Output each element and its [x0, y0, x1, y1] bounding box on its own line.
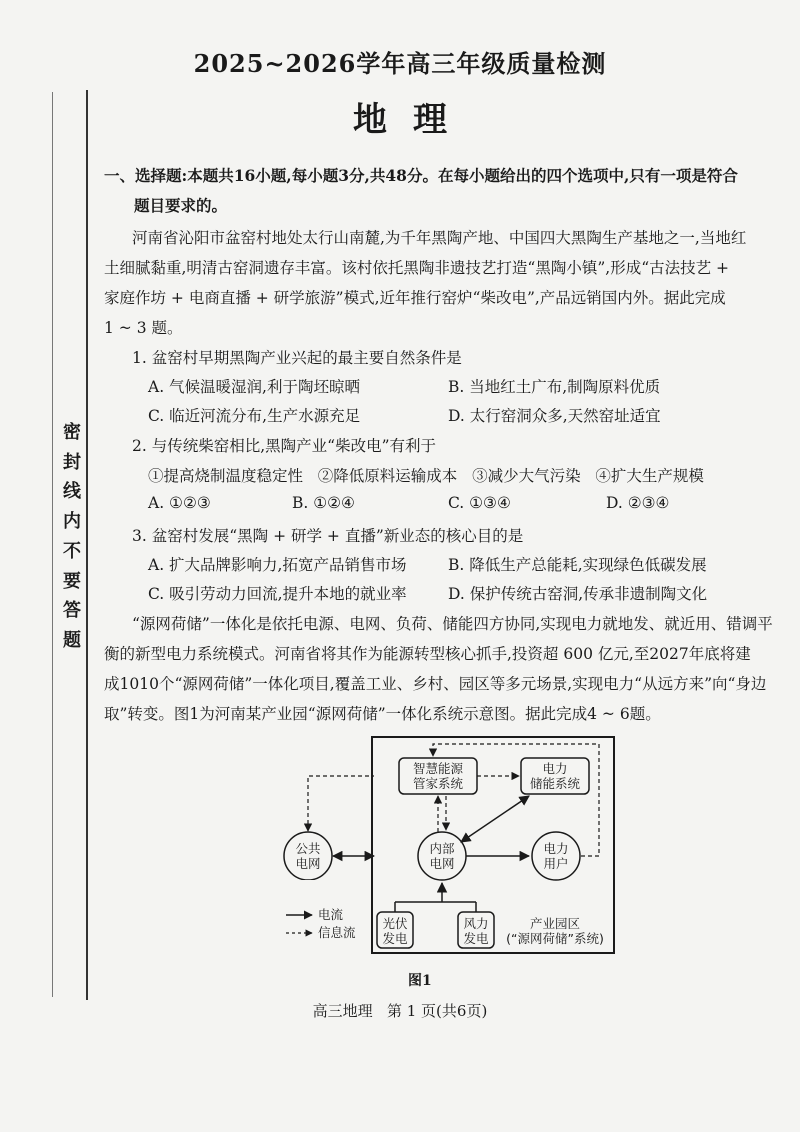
- pv-label-1: 光伏: [382, 916, 408, 931]
- binding-guide-line: [52, 92, 53, 997]
- wind-label-1: 风力: [463, 916, 489, 931]
- q2-option-c: C. ①③④: [448, 494, 511, 512]
- legend-current-label: 电流: [318, 907, 344, 922]
- passage1-line2: 土细腻黏重,明清古窑洞遗存丰富。该村依托黑陶非遗技艺打造“黑陶小镇”,形成“古法技艺 +: [104, 259, 730, 277]
- storage-label-1: 电力: [542, 761, 568, 776]
- q3-option-a: A. 扩大品牌影响力,拓宽产品销售市场: [148, 556, 407, 574]
- smart-energy-label-2: 管家系统: [412, 776, 463, 791]
- public-grid-label-1: 公共: [295, 841, 321, 856]
- park-label-2: (“源网荷储”系统): [506, 931, 604, 946]
- passage2-line3: 成1010个“源网荷储”一体化项目,覆盖工业、乡村、园区等多元场景,实现电力“从远方来”向“身边: [104, 675, 767, 693]
- wind-label-2: 发电: [463, 931, 489, 946]
- passage1-line3: 家庭作坊 + 电商直播 + 研学旅游”模式,近年推行窑炉“柴改电”,产品远销国内外。据此完成: [104, 289, 726, 307]
- figure-1-diagram: [371, 736, 615, 954]
- section-header-line1: 一、选择题:本题共16小题,每小题3分,共48分。在每小题给出的四个选项中,只有一项是符合: [104, 166, 738, 185]
- q2-option-b: B. ①②④: [292, 494, 355, 512]
- subject-title: 地理: [353, 100, 473, 140]
- q2-stem: 2. 与传统柴窑相比,黑陶产业“柴改电”有利于: [132, 437, 436, 455]
- internal-grid-label-2: 电网: [429, 856, 455, 871]
- q2-option-d: D. ②③④: [606, 494, 670, 512]
- passage2-line2: 衡的新型电力系统模式。河南省将其作为能源转型核心抓手,投资超 600 亿元,至2027年底将建: [104, 645, 751, 663]
- q1-option-d: D. 太行窑洞众多,天然窑址适宜: [448, 407, 661, 425]
- passage2-line4: 取”转变。图1为河南某产业园“源网荷储”一体化系统示意图。据此完成4 ~ 6题。: [104, 705, 661, 723]
- q1-option-c: C. 临近河流分布,生产水源充足: [148, 407, 361, 425]
- q3-option-b: B. 降低生产总能耗,实现绿色低碳发展: [448, 556, 707, 574]
- binding-line: [86, 90, 88, 1000]
- section-header-line2: 题目要求的。: [134, 196, 228, 215]
- passage2-line1: “源网荷储”一体化是依托电源、电网、负荷、储能四方协同,实现电力就地发、就近用、错调平: [132, 615, 773, 633]
- page-footer: 高三地理 第 1 页(共6页): [312, 1002, 488, 1020]
- seal-warning: 密封线内不要答题: [63, 422, 81, 651]
- figure-caption: 图1: [408, 973, 432, 989]
- q2-option-a: A. ①②③: [148, 494, 211, 512]
- user-label-2: 用户: [543, 856, 569, 871]
- q1-option-b: B. 当地红土广布,制陶原料优质: [448, 378, 661, 396]
- smart-energy-label-1: 智慧能源: [412, 761, 463, 776]
- public-grid-label-2: 电网: [295, 856, 321, 871]
- park-label-1: 产业园区: [529, 916, 580, 931]
- q3-option-c: C. 吸引劳动力回流,提升本地的就业率: [148, 585, 407, 603]
- user-label-1: 电力: [543, 841, 569, 856]
- q1-option-a: A. 气候温暖湿润,利于陶坯晾晒: [148, 378, 360, 396]
- passage1-line4: 1 ~ 3 题。: [104, 319, 183, 337]
- q2-items: ①提高烧制温度稳定性 ②降低原料运输成本 ③减少大气污染 ④扩大生产规模: [148, 467, 704, 485]
- storage-label-2: 储能系统: [529, 776, 580, 791]
- legend-symbols: [284, 908, 314, 940]
- pv-label-2: 发电: [382, 931, 408, 946]
- q3-option-d: D. 保护传统古窑洞,传承非遗制陶文化: [448, 585, 708, 603]
- exam-title: 2025~2026学年高三年级质量检测: [193, 49, 607, 78]
- legend-info-label: 信息流: [318, 925, 356, 940]
- q1-stem: 1. 盆窑村早期黑陶产业兴起的最主要自然条件是: [132, 349, 462, 367]
- internal-grid-label-1: 内部: [429, 841, 455, 856]
- q3-stem: 3. 盆窑村发展“黑陶 + 研学 + 直播”新业态的核心目的是: [132, 527, 524, 545]
- passage1-line1: 河南省沁阳市盆窑村地处太行山南麓,为千年黑陶产地、中国四大黑陶生产基地之一,当地红: [132, 229, 747, 247]
